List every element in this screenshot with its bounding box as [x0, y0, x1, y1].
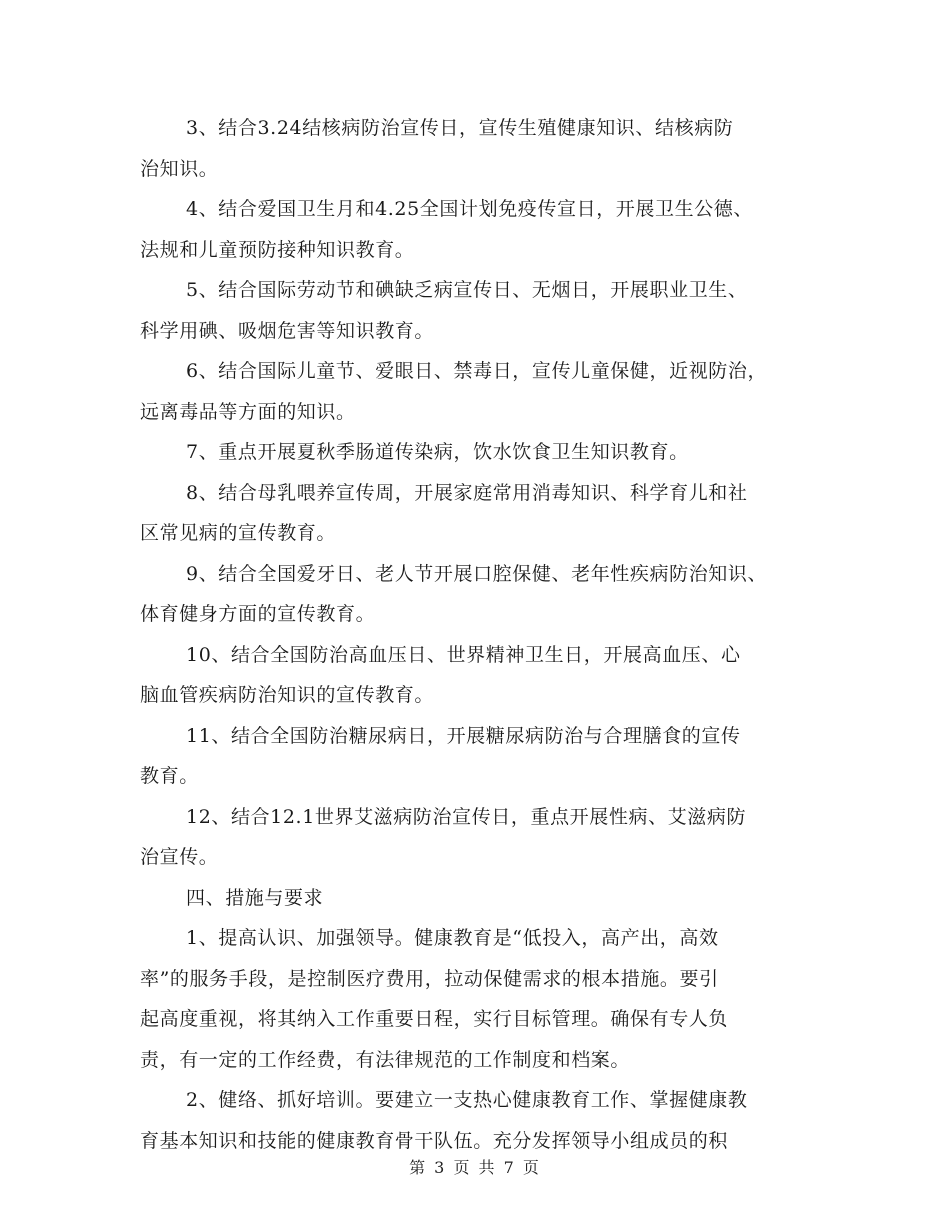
- paragraph-line: 8、结合母乳喂养宣传周，开展家庭常用消毒知识、科学育儿和社: [186, 481, 748, 504]
- paragraph-line: 4、结合爱国卫生月和4.25全国计划免疫传宣日，开展卫生公德、: [186, 198, 753, 220]
- paragraph-line: 治知识。: [140, 157, 219, 180]
- paragraph-line: 体育健身方面的宣传教育。: [140, 603, 376, 625]
- paragraph-line: 脑血管疾病防治知识的宣传教育。: [140, 684, 435, 706]
- paragraph-line: 率”的服务手段，是控制医疗费用，拉动保健需求的根本措施。要引: [140, 967, 719, 990]
- paragraph-line: 6、结合国际儿童节、爱眼日、禁毒日，宣传儿童保健，近视防治，: [186, 360, 768, 382]
- paragraph-line: 2、健络、抓好培训。要建立一支热心健康教育工作、掌握健康教: [186, 1089, 748, 1111]
- paragraph-line: 起高度重视，将其纳入工作重要日程，实行目标管理。确保有专人负: [140, 1008, 729, 1030]
- paragraph-line: 区常见病的宣传教育。: [140, 522, 337, 544]
- paragraph-line: 12、结合12.1世界艾滋病防治宣传日，重点开展性病、艾滋病防: [186, 805, 747, 828]
- paragraph-line: 育基本知识和技能的健康教育骨干队伍。充分发挥领导小组成员的积: [140, 1129, 729, 1152]
- page-number-footer: 第 3 页 共 7 页: [409, 1158, 541, 1177]
- paragraph-line: 治宣传。: [140, 846, 219, 868]
- paragraph-line: 11、结合全国防治糖尿病日，开展糖尿病防治与合理膳食的宣传: [186, 724, 741, 747]
- paragraph-line: 责，有一定的工作经费，有法律规范的工作制度和档案。: [140, 1048, 631, 1071]
- section-heading: 四、措施与要求: [186, 886, 324, 909]
- paragraph-line: 7、重点开展夏秋季肠道传染病，饮水饮食卫生知识教育。: [186, 441, 689, 463]
- paragraph-line: 3、结合3.24结核病防治宣传日，宣传生殖健康知识、结核病防: [186, 117, 734, 139]
- paragraph-line: 9、结合全国爱牙日、老人节开展口腔保健、老年性疾病防治知识、: [186, 562, 768, 585]
- paragraph-line: 10、结合全国防治高血压日、世界精神卫生日，开展高血压、心: [186, 643, 741, 666]
- paragraph-line: 法规和儿童预防接种知识教育。: [140, 238, 415, 261]
- paragraph-line: 教育。: [140, 765, 199, 787]
- paragraph-line: 远离毒品等方面的知识。: [140, 400, 356, 423]
- paragraph-line: 5、结合国际劳动节和碘缺乏病宣传日、无烟日，开展职业卫生、: [186, 279, 748, 301]
- document-body: [140, 108, 820, 1161]
- paragraph-line: 1、提高认识、加强领导。健康教育是“低投入，高产出，高效: [186, 927, 719, 949]
- paragraph-line: 科学用碘、吸烟危害等知识教育。: [140, 319, 435, 342]
